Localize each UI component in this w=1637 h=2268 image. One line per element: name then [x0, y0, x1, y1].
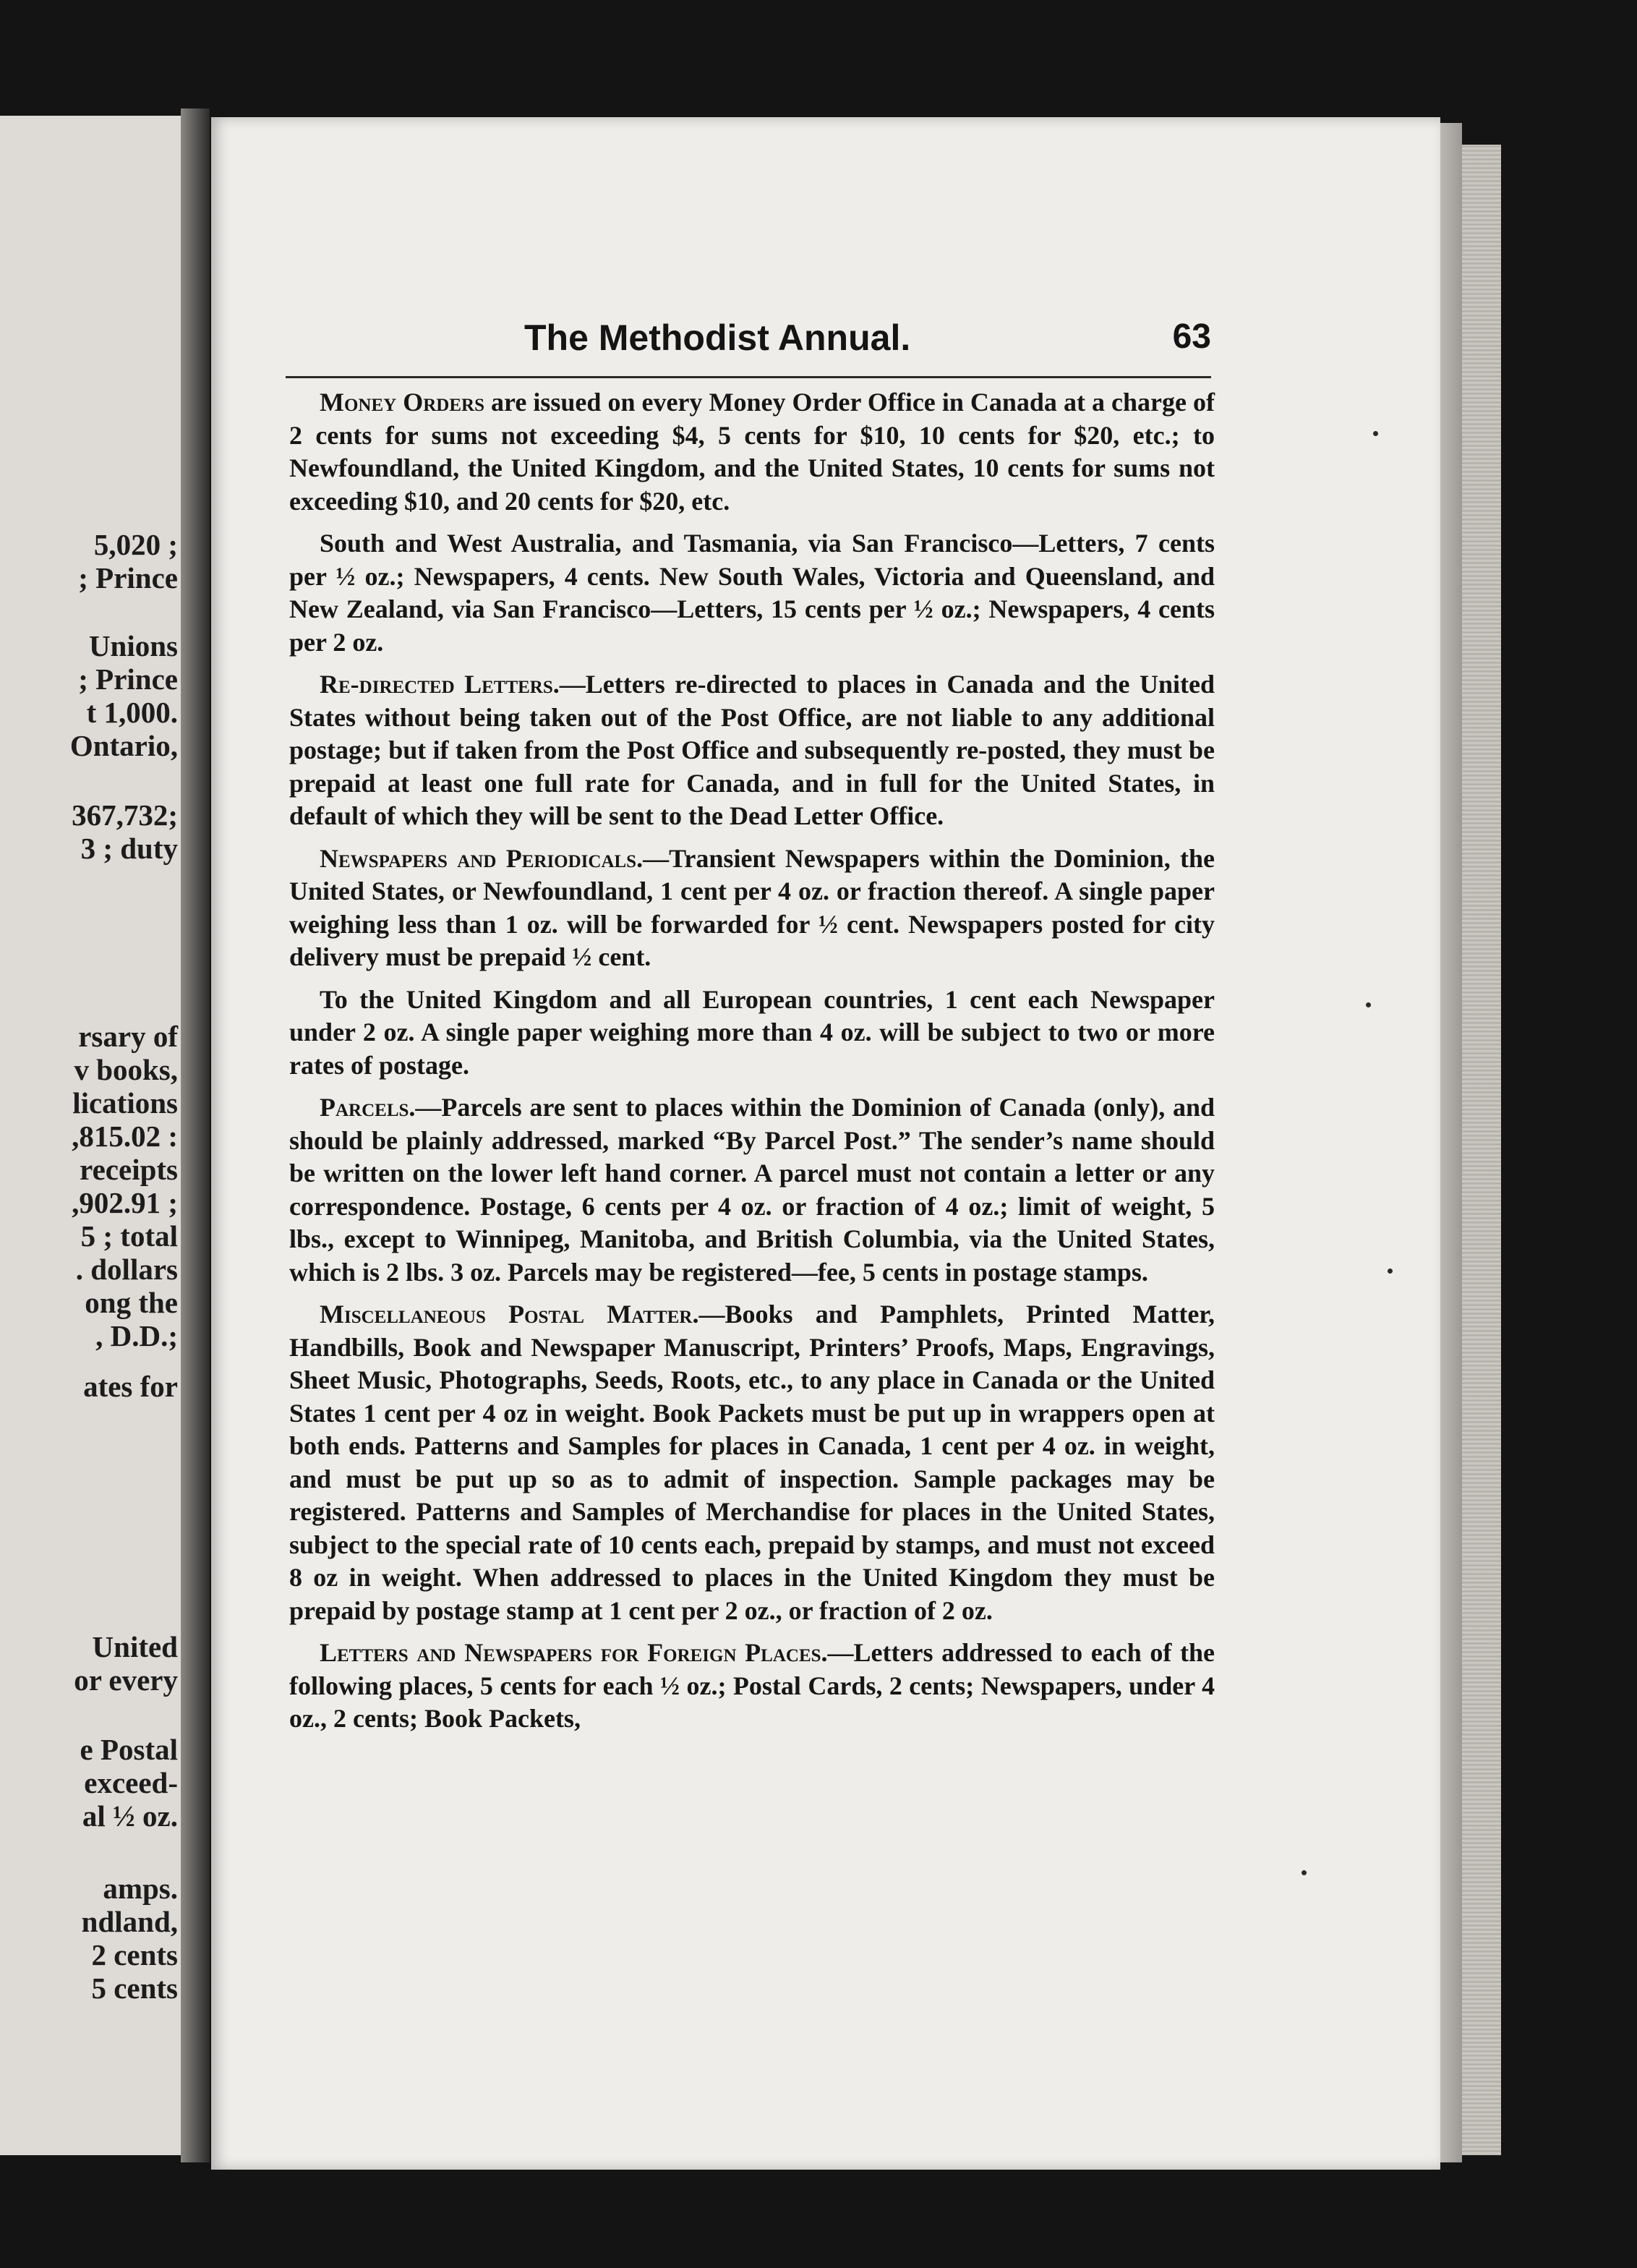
- paragraph-australia: [289, 527, 1215, 659]
- page-edge-shadow: [1440, 123, 1462, 2162]
- running-header: [286, 317, 1211, 375]
- left-page-line: v books,: [74, 1053, 178, 1086]
- paragraph-heading: Letters and Newspapers for Foreign Places.: [320, 1638, 828, 1667]
- left-page-line: amps.: [103, 1872, 178, 1905]
- left-page-line: 5,020 ;: [93, 528, 178, 561]
- left-page-line: 5 cents: [91, 1971, 178, 2005]
- paragraph-text: are issued on every Money Order Office in Canada at a charge of 2 cents for sums not exceeding $4, 5 cents for $10, 10 cents for $20, etc.; to Newfoundland, the United Kingdom, and the United States, 10 cents for sums not exceeding $10, and 20 cents for $20, etc.: [289, 388, 1215, 516]
- paragraph-newspapers: [289, 843, 1215, 974]
- left-page-line: ates for: [83, 1370, 178, 1403]
- left-page-line: ,902.91 ;: [72, 1186, 178, 1219]
- left-page-line: e Postal: [80, 1733, 178, 1766]
- left-page-line: ndland,: [81, 1905, 178, 1938]
- print-speck: [1373, 431, 1378, 436]
- header-rule: [286, 376, 1211, 378]
- paragraph-text: To the United Kingdom and all European countries, 1 cent each Newspaper under 2 oz. A single paper weighing more than 4 oz. will be subject to two or more rates of postage.: [289, 984, 1215, 1080]
- paragraph-text: —Letters addressed to each of the following places, 5 cents for each ½ oz.; Postal Cards, 2 cents; Newspapers, under 4 oz., 2 cents; Book Packets,: [289, 1638, 1215, 1733]
- left-page-line: lications: [72, 1086, 178, 1120]
- left-page-line: 2 cents: [91, 1938, 178, 1971]
- paragraph-heading: Newspapers and Periodicals.: [320, 843, 644, 873]
- left-page-line: 5 ; total: [80, 1219, 178, 1253]
- paragraph-parcels: [289, 1091, 1215, 1289]
- left-page-line: or every: [74, 1663, 178, 1697]
- left-page-line: ong the: [85, 1286, 178, 1319]
- left-page-line: al ½ oz.: [82, 1799, 178, 1833]
- left-page-line: United: [92, 1630, 178, 1663]
- paragraph-heading: Re-directed Letters.: [320, 670, 560, 699]
- paragraph-text: —Transient Newspapers within the Dominion, the United States, or Newfoundland, 1 cent per 4 oz. or fraction thereof. A single paper weighing less than 1 oz. will be forwarded for ½ cent. Newspapers posted for city delivery must be prepaid ½ cent.: [289, 843, 1215, 971]
- paragraph-heading: Parcels.: [320, 1093, 416, 1122]
- left-page-line: 367,732;: [72, 798, 178, 832]
- left-page-line: . dollars: [75, 1253, 178, 1286]
- paragraph-money-orders: [289, 386, 1215, 518]
- left-page-line: exceed-: [84, 1766, 178, 1799]
- paragraph-text: South and West Australia, and Tasmania, via San Francisco—Letters, 7 cents per ½ oz.; Newspapers, 4 cents. New South Wales, Victoria and Queensland, and New Zealand, via San Francisco—Letters, 15 cents per ½ oz.; Newspapers, 4 cents per 2 oz.: [289, 529, 1215, 657]
- body-text: [289, 386, 1215, 1745]
- left-page-line: Ontario,: [69, 729, 178, 762]
- print-speck: [1366, 1002, 1371, 1007]
- left-page-line: 3 ; duty: [80, 832, 178, 865]
- page-number: 63: [1172, 317, 1211, 356]
- paragraph-text: —Books and Pamphlets, Printed Matter, Handbills, Book and Newspaper Manuscript, Printers’ Proofs, Maps, Engravings, Sheet Music, Photographs, Seeds, Roots, etc., to any place in Canada or the United States 1 cent per 4 oz in weight. Book Packets must be put up in wrappers open at both ends. Patterns and Samples for places in Canada, 1 cent per 4 oz. in weight, and must be put up so as to admit of inspection. Sample packages may be registered. Patterns and Samples of Merchandise for places in the United States, subject to the special rate of 10 cents each, prepaid by stamps, and must not exceed 8 oz in weight. When addressed to places in the United Kingdom they must be prepaid by postage stamp at 1 cent per 2 oz., or fraction of 2 oz.: [289, 1300, 1215, 1625]
- print-speck: [1388, 1269, 1393, 1274]
- left-page-line: , D.D.;: [95, 1319, 178, 1352]
- left-facing-page: [0, 116, 181, 2155]
- book-gutter: [181, 108, 210, 2162]
- paragraph-heading: Miscellaneous Postal Matter.: [320, 1300, 699, 1329]
- paragraph-redirected-letters: [289, 668, 1215, 833]
- paragraph-text: —Parcels are sent to places within the Dominion of Canada (only), and should be plainly addressed, marked “By Parcel Post.” The sender’s name should be written on the lower left hand corner. A parcel must not contain a letter or any correspondence. Postage, 6 cents per 4 oz. or fraction of 4 oz.; limit of weight, 5 lbs., except to Winnipeg, Manitoba, and British Columbia, via the United States, which is 2 lbs. 3 oz. Parcels may be registered—fee, 5 cents in postage stamps.: [289, 1093, 1215, 1287]
- running-title: The Methodist Annual.: [524, 317, 911, 358]
- left-page-line: receipts: [80, 1153, 178, 1186]
- left-page-line: ; Prince: [78, 662, 178, 696]
- paragraph-text: —Letters re-directed to places in Canada and the United States without being taken out of the Post Office, are not liable to any additional postage; but if taken from the Post Office and subsequently re-posted, they must be prepaid at least one full rate for Canada, and in full for the United States, in default of which they will be sent to the Dead Letter Office.: [289, 670, 1215, 830]
- left-page-line: ,815.02 :: [72, 1120, 178, 1153]
- paragraph-heading: Money Orders: [320, 388, 484, 417]
- left-page-line: ; Prince: [78, 561, 178, 594]
- print-speck: [1302, 1870, 1307, 1875]
- paragraph-miscellaneous: [289, 1298, 1215, 1627]
- paragraph-united-kingdom: [289, 984, 1215, 1083]
- left-page-line: rsary of: [78, 1020, 178, 1053]
- left-page-line: Unions: [88, 629, 178, 662]
- paragraph-foreign-places: [289, 1637, 1215, 1736]
- left-page-line: t 1,000.: [86, 696, 178, 729]
